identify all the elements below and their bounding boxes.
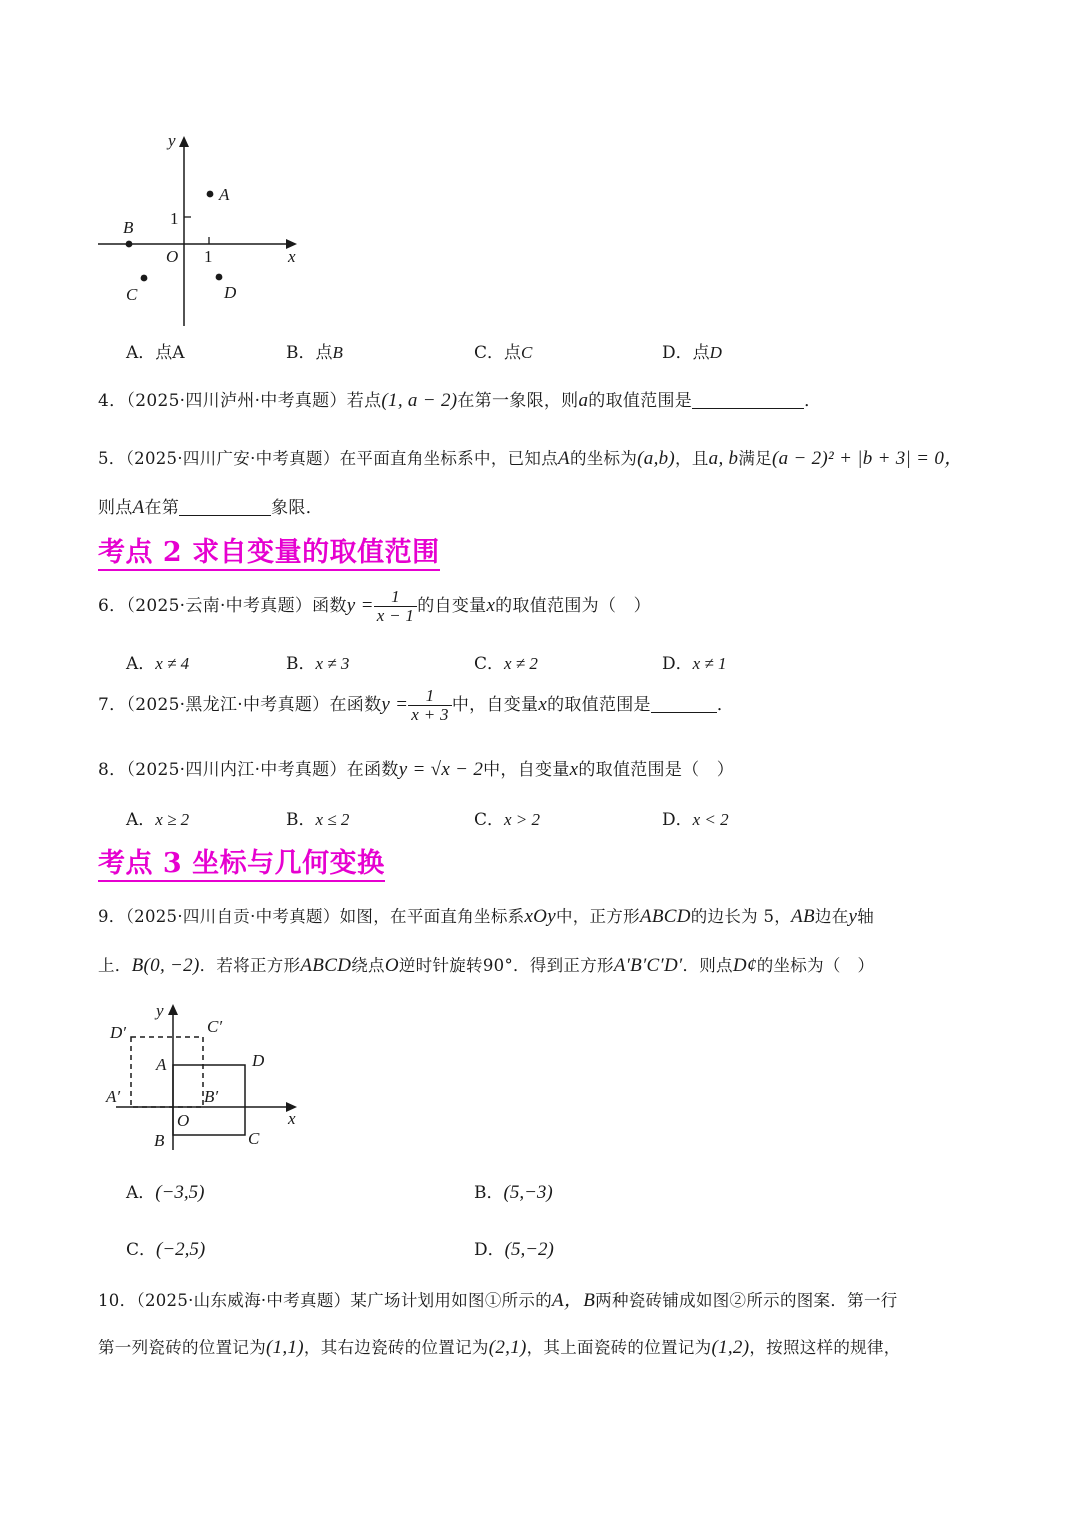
label-c: C: [126, 285, 138, 304]
point-b: [126, 241, 133, 248]
x-tick-one: 1: [204, 247, 213, 266]
question-4: 4．（2025·四川泸州·中考真题）若点(1, a − 2)在第一象限，则a的取值范围是 ．: [98, 390, 822, 411]
figure-2-square-rotation: [100, 1000, 310, 1160]
y-tick-one: 1: [170, 209, 179, 228]
q9-option-b: B．(5,−3): [474, 1182, 553, 1203]
section-heading-2: 考点 2 求自变量的取值范围: [98, 537, 440, 571]
origin-label: O: [166, 247, 179, 266]
q6-option-d: D．x ≠ 1: [662, 654, 727, 674]
fraction: $\frac{1}{x - 1}$: [374, 588, 418, 625]
point-d: [216, 274, 223, 281]
question-8: 8．（2025·四川内江·中考真题）在函数y = √x − 2中，自变量x的取值范围是（ ）: [98, 759, 735, 780]
origin-label: O: [177, 1111, 190, 1130]
answer-blank: [179, 497, 271, 516]
question-10-line-2: 第一列瓷砖的位置记为(1,1)，其右边瓷砖的位置记为(2,1)，其上面瓷砖的位置记为(1,2)，按照这样的规律，: [98, 1337, 901, 1358]
point-a: [207, 191, 214, 198]
question-7: 7．（2025·黑龙江·中考真题）在函数y = $\frac{1}{x + 3}$ 中，自变量x的取值范围是 ．: [98, 686, 735, 724]
q6-option-a: A．x ≠ 4: [126, 654, 190, 674]
question-9-line-1: 9．（2025·四川自贡·中考真题）如图，在平面直角坐标系xOy中，正方形ABCD的边长为 5，AB边在y轴: [98, 906, 875, 927]
q9-option-c: C．(−2,5): [126, 1239, 206, 1260]
fraction: $\frac{1}{x + 3}$: [408, 687, 452, 724]
answer-blank: [651, 694, 717, 713]
label-a: A: [156, 1055, 167, 1074]
label-a-prime: A′: [106, 1087, 121, 1106]
y-axis-label: y: [168, 131, 176, 150]
label-b: B: [123, 218, 134, 237]
x-axis-label: x: [288, 1109, 296, 1128]
q3-option-c: C．点C: [474, 343, 533, 363]
figure-1-coordinate-plane: [92, 128, 307, 328]
answer-blank: [692, 390, 804, 409]
q3-option-d: D．点D: [662, 343, 722, 363]
x-axis-label: x: [288, 247, 296, 266]
square-a1b1c1d1: [131, 1037, 203, 1107]
label-c: C: [248, 1129, 260, 1148]
q3-option-a: A．点A: [126, 343, 185, 363]
point-c: [141, 275, 148, 282]
q8-option-d: D．x < 2: [662, 810, 729, 830]
label-d-prime: D′: [110, 1023, 126, 1042]
question-6: 6．（2025·云南·中考真题）函数y = $\frac{1}{x - 1}$ 的自变量x的取值范围为（ ）: [98, 587, 651, 625]
question-9-line-2: 上．B(0, −2)．若将正方形ABCD绕点O逆时针旋转90°．得到正方形A′B′C′D′．则点D¢的坐标为（ ）: [98, 955, 875, 976]
q8-option-a: A．x ≥ 2: [126, 810, 190, 830]
label-a: A: [219, 185, 230, 204]
q8-option-b: B．x ≤ 2: [286, 810, 350, 830]
q8-option-c: C．x > 2: [474, 810, 541, 830]
q9-option-d: D．(5,−2): [474, 1239, 554, 1260]
label-d: D: [224, 283, 237, 302]
q9-option-a: A．(−3,5): [126, 1182, 205, 1203]
question-5-line-2: 则点A在第 象限．: [98, 497, 324, 518]
question-5-line-1: 5．（2025·四川广安·中考真题）在平面直角坐标系中，已知点A的坐标为(a,b)，且a, b满足(a − 2)² + |b + 3| = 0，: [98, 448, 964, 469]
label-b-prime: B′: [204, 1087, 219, 1106]
label-d: D: [252, 1051, 265, 1070]
q6-option-b: B．x ≠ 3: [286, 654, 350, 674]
section-heading-3: 考点 3 坐标与几何变换: [98, 848, 385, 882]
y-axis-label: y: [156, 1001, 164, 1020]
question-10-line-1: 10．（2025·山东威海·中考真题）某广场计划用如图①所示的A，B两种瓷砖铺成如图②所示的图案．第一行: [98, 1290, 898, 1311]
label-b: B: [154, 1131, 165, 1150]
q6-option-c: C．x ≠ 2: [474, 654, 538, 674]
q3-option-b: B．点B: [286, 343, 343, 363]
label-c-prime: C′: [207, 1017, 223, 1036]
